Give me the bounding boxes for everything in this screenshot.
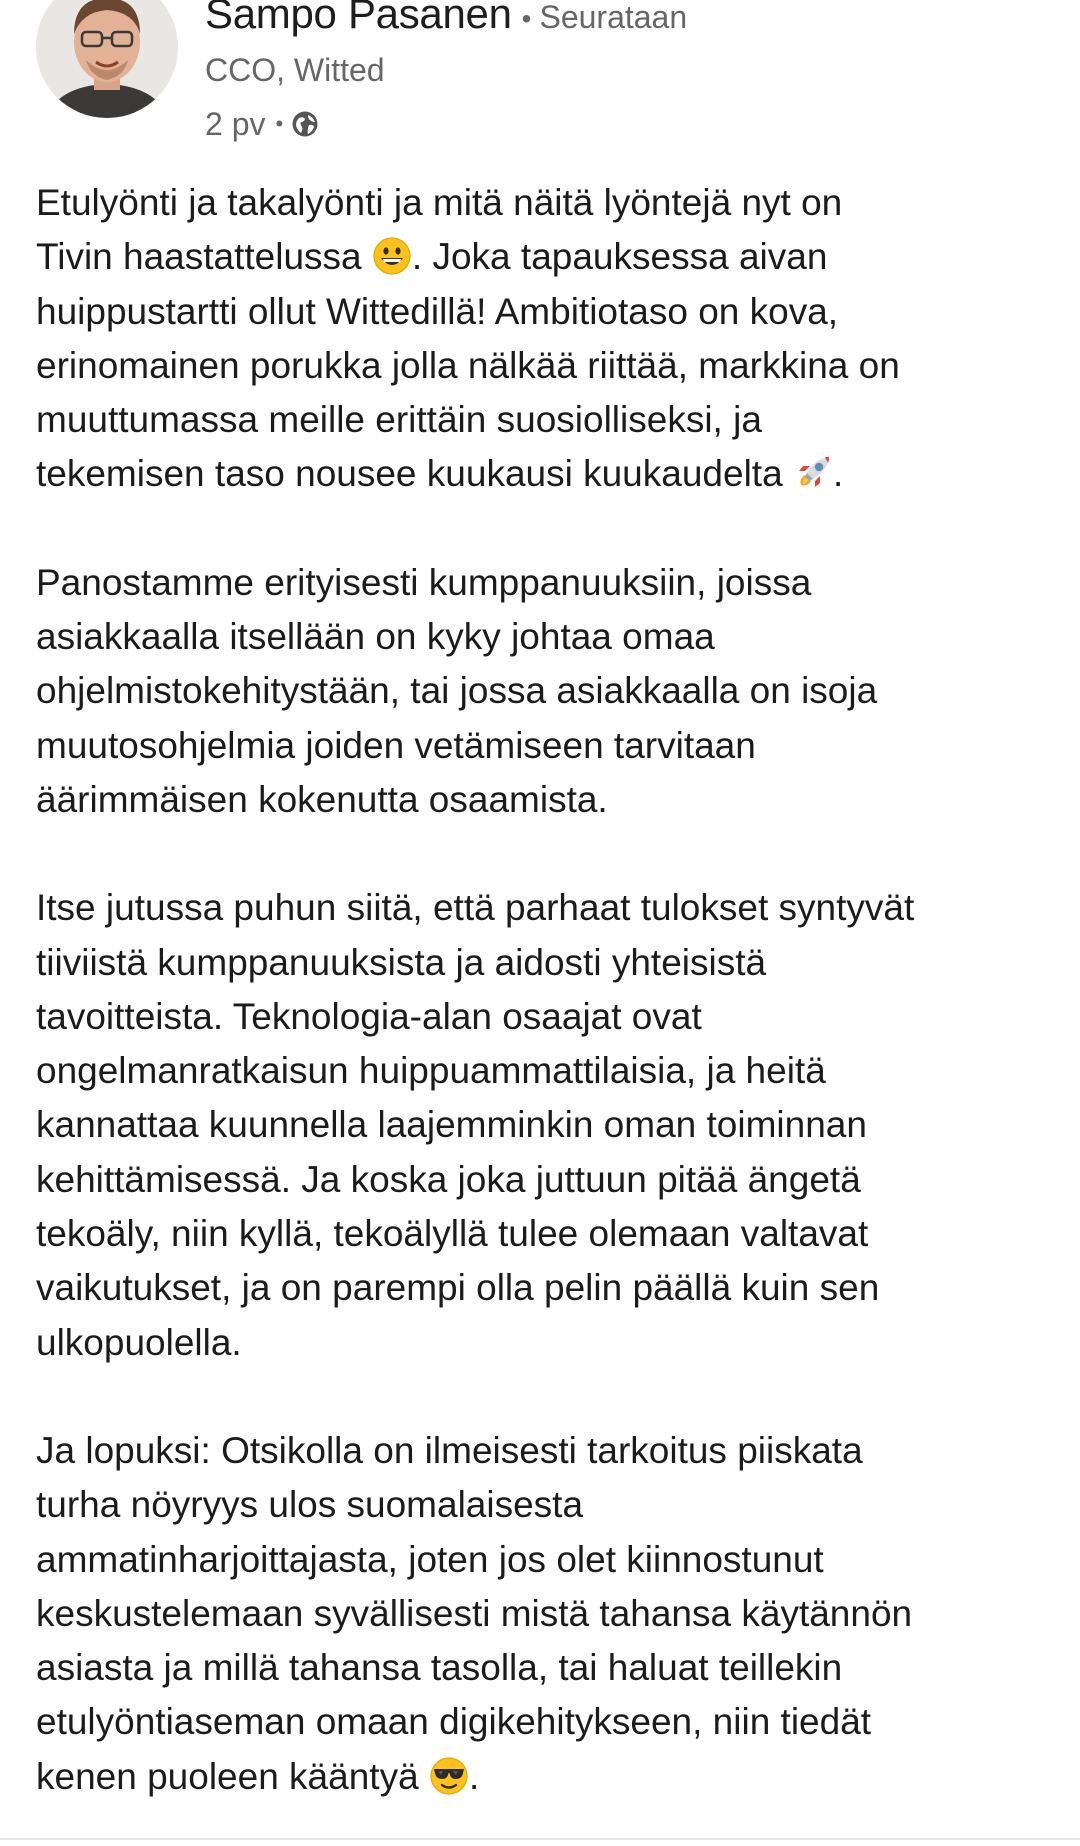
text-line: etulyöntiaseman omaan digikehitykseen, niin tiedät: [36, 1701, 872, 1743]
text-line: tekoäly, niin kyllä, tekoälyllä tulee olemaan valtavat: [36, 1213, 869, 1255]
sunglasses-emoji-icon: [429, 1756, 469, 1796]
text-line: muutosohjelmia joiden vetämiseen tarvitaan: [36, 724, 756, 766]
separator-dot: •: [521, 3, 532, 34]
text-line: muuttumassa meille erittäin suosiolliseksi, ja: [36, 399, 762, 441]
post-paragraph: [36, 556, 1056, 827]
text-segment: .: [468, 1755, 480, 1797]
text-segment: Tivin haastattelussa: [36, 236, 372, 278]
post-paragraph: [36, 176, 1056, 502]
text-line: äärimmäisen kokenutta osaamista.: [36, 778, 608, 820]
post-timestamp: 2 pv: [205, 105, 266, 142]
post-paragraph: [36, 881, 1056, 1370]
text-line: huippustartti ollut Wittedillä! Ambitiotaso on kova,: [36, 290, 839, 332]
text-line: erinomainen porukka jolla nälkää riittää, markkina on: [36, 344, 900, 386]
follow-status[interactable]: Seurataan: [539, 0, 688, 35]
author-name-row: [205, 0, 687, 40]
text-line: Etulyönti ja takalyönti ja mitä näitä lyöntejä nyt on: [36, 182, 843, 223]
text-segment: tekemisen taso nousee kuukausi kuukaudelta: [36, 453, 793, 495]
divider: [0, 1838, 1080, 1840]
text-segment: . Joka tapauksessa aivan: [411, 236, 828, 278]
globe-icon: [291, 110, 319, 138]
text-line: keskustelemaan syvällisesti mistä tahansa käytännön: [36, 1592, 913, 1634]
text-line: Itse jutussa puhun siitä, että parhaat tulokset syntyvät: [36, 887, 915, 929]
post-text: [36, 176, 1056, 1804]
text-segment: .: [832, 453, 844, 495]
text-line: Panostamme erityisesti kumppanuuksiin, joissa: [36, 561, 812, 603]
text-line: ohjelmistokehitystään, tai jossa asiakkaalla on isoja: [36, 670, 878, 712]
text-line: asiakkaalla itsellään on kyky johtaa omaa: [36, 616, 715, 658]
text-line: ulkopuolella.: [36, 1321, 242, 1363]
post-meta: [205, 104, 319, 144]
text-line: [36, 1750, 1056, 1804]
post-header: [0, 0, 1080, 140]
text-line: kehittämisessä. Ja koska joka juttuun pitää ängetä: [36, 1158, 861, 1200]
author-headline: CCO, Witted: [205, 52, 385, 88]
author-photo: [36, 0, 178, 118]
text-line: turha nöyryys ulos suomalaisesta: [36, 1484, 584, 1526]
text-line: Ja lopuksi: Otsikolla on ilmeisesti tarkoitus piiskata: [36, 1429, 863, 1471]
post-paragraph: [36, 1424, 1056, 1804]
grinning-face-emoji-icon: [372, 236, 412, 276]
author-name[interactable]: Sampo Pasanen: [205, 0, 512, 37]
text-line: vaikutukset, ja on parempi olla pelin päällä kuin sen: [36, 1267, 880, 1309]
text-line: ammatinharjoittajasta, joten jos olet kiinnostunut: [36, 1538, 824, 1580]
separator-dot: •: [275, 111, 284, 136]
text-line: [36, 230, 1056, 284]
author-avatar[interactable]: [36, 0, 178, 118]
text-line: tavoitteista. Teknologia-alan osaajat ovat: [36, 995, 702, 1037]
rocket-emoji-icon: [793, 453, 833, 493]
text-line: ongelmanratkaisun huippuammattilaisia, ja heitä: [36, 1050, 826, 1092]
text-segment: kenen puoleen kääntyä: [36, 1755, 429, 1797]
text-line: kannattaa kuunnella laajemminkin oman toiminnan: [36, 1104, 867, 1146]
text-line: [36, 447, 1056, 501]
text-line: asiasta ja millä tahansa tasolla, tai haluat teillekin: [36, 1647, 843, 1689]
text-line: tiiviistä kumppanuuksista ja aidosti yhteisistä: [36, 941, 767, 983]
